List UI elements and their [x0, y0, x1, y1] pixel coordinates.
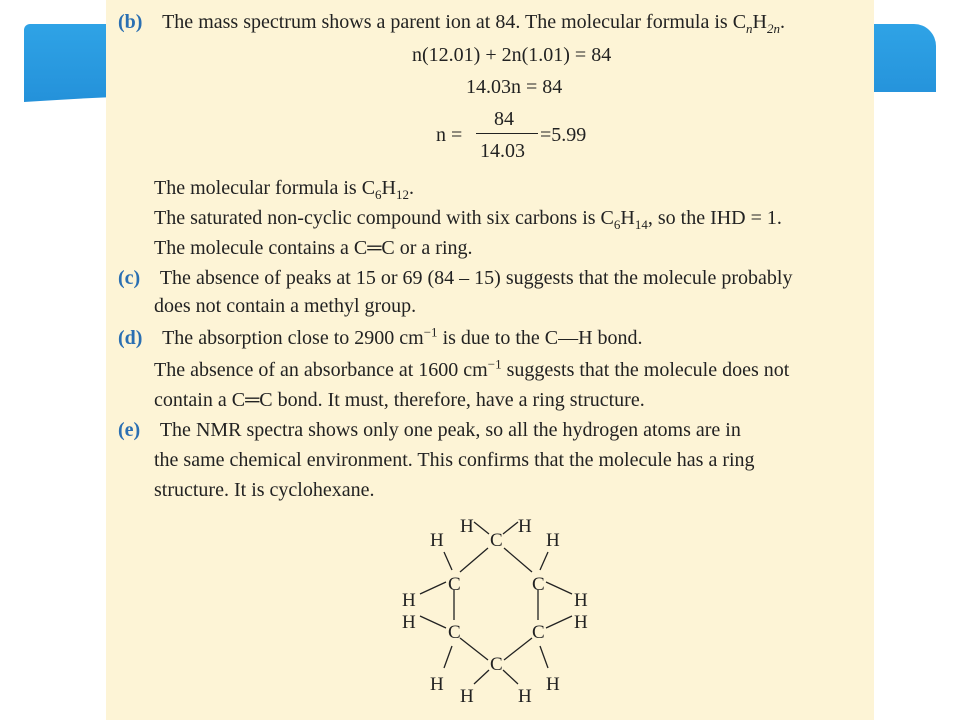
part-d-line-2: The absence of an absorbance at 1600 $cm^{-1}$ suggests that the molecule does not: [154, 356, 790, 381]
carbon-atom: C: [532, 622, 545, 643]
hydrogen-atom: H: [518, 686, 532, 707]
equation-3-denominator: 14.03: [480, 140, 525, 162]
ch-bond: [540, 552, 548, 570]
fraction-bar: [476, 133, 538, 134]
hydrogen-atom: H: [460, 516, 474, 537]
ch-bond: [503, 670, 518, 684]
ch-bond: [503, 522, 518, 534]
equation-3-lhs: n =: [436, 124, 463, 146]
hydrogen-atom: H: [402, 590, 416, 611]
solution-content: [106, 0, 874, 720]
part-d-label: (d): [118, 327, 143, 349]
cyclohexane-structure: [386, 510, 606, 710]
equation-1: n(12.01) + 2n(1.01) = 84: [412, 44, 612, 66]
hydrogen-atom: H: [402, 612, 416, 633]
part-b-intro: (b) The mass spectrum shows a parent ion at 84. The molecular formula is $C_nH_{2n}$.: [118, 11, 785, 36]
ch-bond: [420, 582, 446, 594]
hydrogen-atom: H: [430, 674, 444, 695]
ch-bond: [474, 522, 489, 534]
part-b-line-2: The saturated non-cyclic compound with six carbons is $C_6H_{14}$, so the IHD = 1.: [154, 207, 782, 232]
ch-bond: [420, 616, 446, 628]
hydrogen-atom: H: [460, 686, 474, 707]
part-b-label: (b): [118, 11, 143, 33]
part-e-line-3: structure. It is cyclohexane.: [154, 479, 375, 501]
carbon-atom: C: [448, 574, 461, 595]
part-d-line-3: contain a C═C bond. It must, therefore, have a ring structure.: [154, 389, 645, 411]
ring-bond: [460, 548, 488, 572]
hydrogen-atom: H: [430, 530, 444, 551]
hydrogen-atom: H: [574, 590, 588, 611]
part-b-line-1: The molecular formula is $C_6H_{12}$.: [154, 177, 414, 202]
carbon-atom: C: [532, 574, 545, 595]
part-c-line-2: does not contain a methyl group.: [154, 295, 417, 317]
part-c-line-1: (c) The absence of peaks at 15 or 69 (84 – 15) suggests that the molecule probably: [118, 267, 793, 289]
equation-2: 14.03n = 84: [466, 76, 563, 98]
part-e-line-1: (e) The NMR spectra shows only one peak, so all the hydrogen atoms are in: [118, 419, 741, 441]
textbook-page: [106, 0, 874, 720]
part-e-line-2: the same chemical environment. This confirms that the molecule has a ring: [154, 449, 755, 471]
equation-3-numerator: 84: [494, 108, 514, 130]
equation-3-rhs: =5.99: [540, 124, 587, 146]
ch-bond: [444, 552, 452, 570]
ch-bond: [546, 582, 572, 594]
hydrogen-atom: H: [518, 516, 532, 537]
ch-bond: [546, 616, 572, 628]
hydrogen-atom: H: [546, 530, 560, 551]
ring-bond: [460, 638, 488, 660]
ring-bond: [504, 548, 532, 572]
part-e-label: (e): [118, 419, 141, 441]
carbon-atom: C: [490, 530, 503, 551]
ch-bond: [540, 646, 548, 668]
ring-bond: [504, 638, 532, 660]
hydrogen-atom: H: [546, 674, 560, 695]
part-b-line-3: The molecule contains a C═C or a ring.: [154, 237, 473, 259]
part-c-label: (c): [118, 267, 141, 289]
hydrogen-atom: H: [574, 612, 588, 633]
ch-bond: [444, 646, 452, 668]
carbon-atom: C: [448, 622, 461, 643]
ch-bond: [474, 670, 489, 684]
part-d-line-1: (d) The absorption close to 2900 $cm^{-1}$ is due to the C—H bond.: [118, 324, 643, 349]
carbon-atom: C: [490, 654, 503, 675]
